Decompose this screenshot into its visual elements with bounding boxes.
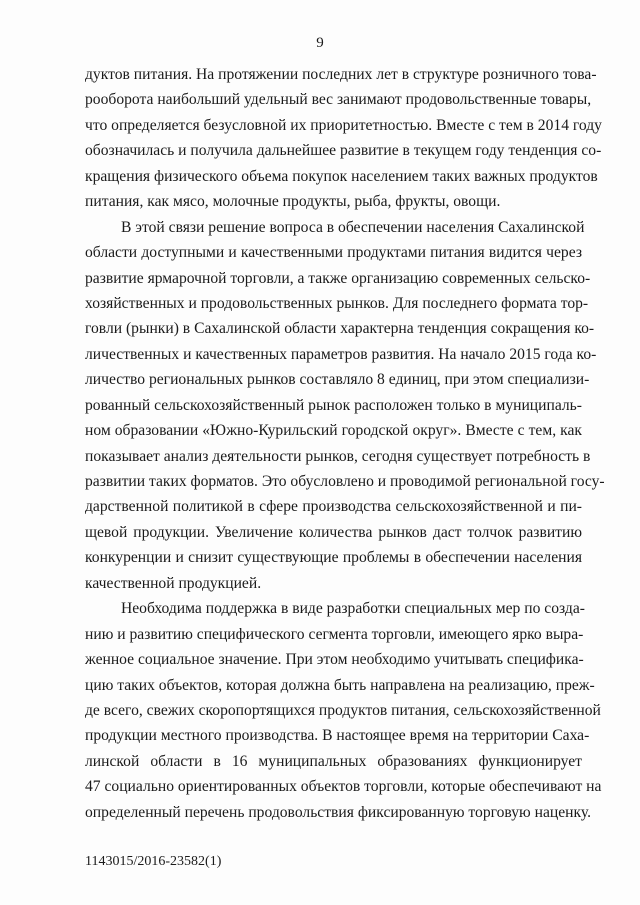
text-line: дуктов питания. На протяжении последних лет в структуре розничного това- — [85, 66, 597, 83]
text-line: личественных и качественных параметров развития. На начало 2015 года ко- — [85, 345, 597, 363]
paragraph-3 — [85, 596, 602, 825]
text-line: линской области в 16 муниципальных образованиях функционирует — [85, 752, 582, 770]
text-line: Необходима поддержка в виде разработки специальных мер по созда- — [121, 600, 585, 618]
text-line: личество региональных рынков составляло 8 единиц, при этом специализи- — [85, 371, 590, 389]
text-line: определенный перечень продовольствия фиксированную торговую наценку. — [85, 803, 591, 821]
paragraph-2 — [85, 215, 605, 597]
text-line: ном образовании «Южно-Курильский городской округ». Вместе с тем, как — [85, 422, 582, 440]
text-line: дарственной политикой в сфере производства сельскохозяйственной и пи- — [85, 498, 582, 516]
text-line: 47 социально ориентированных объектов торговли, которые обеспечивают на — [85, 778, 602, 796]
text-line: обозначилась и получила дальнейшее развитие в текущем году тенденция со- — [85, 142, 602, 160]
text-line: рооборота наибольший удельный вес занимают продовольственные товары, — [85, 91, 592, 109]
text-line: кращения физического объема покупок населением таких важных продуктов — [85, 167, 598, 185]
text-line: хозяйственных и продовольственных рынков. Для последнего формата тор- — [85, 294, 589, 312]
text-line: области доступными и качественными продуктами питания видится через — [85, 244, 582, 262]
text-line: показывает анализ деятельности рынков, сегодня существует потребность в — [85, 447, 591, 465]
text-line: нию и развитию специфического сегмента торговли, имеющего ярко выра- — [85, 625, 584, 643]
text-line: женное социальное значение. При этом необходимо учитывать специфика- — [85, 651, 584, 669]
text-line: питания, как мясо, молочные продукты, рыба, фрукты, овощи. — [85, 193, 501, 211]
text-line: продукции местного производства. В настоящее время на территории Саха- — [85, 727, 590, 745]
text-line: развитие ярмарочной торговли, а также организацию современных сельско- — [85, 269, 591, 287]
text-line: цию таких объектов, которая должна быть направлена на реализацию, преж- — [85, 676, 595, 694]
text-line: качественной продукцией. — [85, 574, 262, 592]
text-line: развитии таких форматов. Это обусловлено и проводимой региональной госу- — [85, 473, 605, 490]
text-line: щевой продукции. Увеличение количества рынков даст толчок развитию — [85, 523, 582, 541]
text-line: говли (рынки) в Сахалинской области характерна тенденция сокращения ко- — [85, 320, 595, 338]
text-line: В этой связи решение вопроса в обеспечении населения Сахалинской — [121, 218, 585, 236]
document-registration-code: 1143015/2016-23582(1) — [85, 854, 222, 869]
text-line: рованный сельскохозяйственный рынок расположен только в муниципаль- — [85, 396, 582, 414]
paragraph-1 — [85, 62, 602, 215]
text-line: конкуренции и снизит существующие проблемы в обеспечении населения — [85, 549, 582, 567]
text-line: что определяется безусловной их приоритетностью. Вместе с тем в 2014 году — [85, 116, 602, 134]
body-text — [85, 62, 605, 825]
text-line: де всего, свежих скоропортящихся продуктов питания, сельскохозяйственной — [85, 701, 601, 719]
page-number: 9 — [316, 35, 324, 51]
